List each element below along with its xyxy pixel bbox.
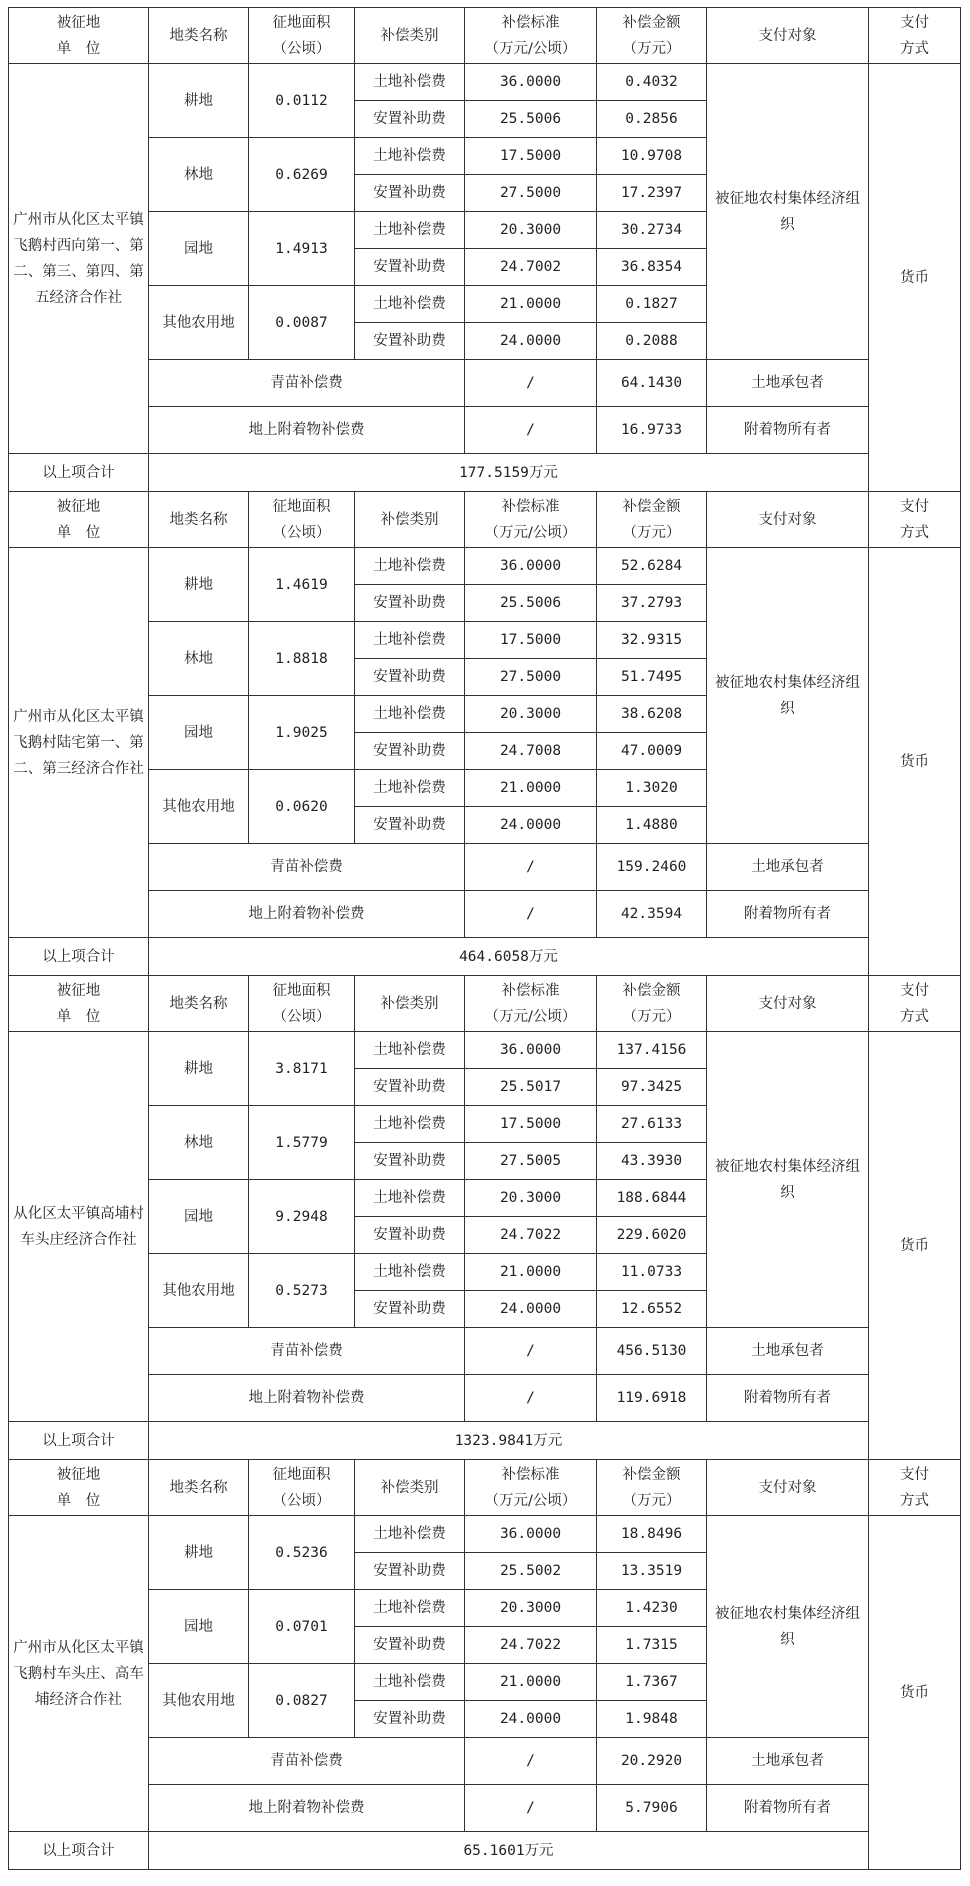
header-payment: 支付 方式 (869, 976, 961, 1032)
header-row (9, 1460, 961, 1516)
total-row (9, 454, 961, 492)
compensation-amount: 43.3930 (597, 1143, 707, 1180)
compensation-amount: 27.6133 (597, 1106, 707, 1143)
compensation-type: 安置补助费 (355, 1627, 465, 1664)
land-type-name: 园地 (149, 212, 249, 286)
compensation-type: 土地补偿费 (355, 1664, 465, 1701)
header-comp-type: 补偿类别 (355, 492, 465, 548)
header-amount: 补偿金额 （万元） (597, 1460, 707, 1516)
land-type-name: 耕地 (149, 64, 249, 138)
compensation-amount: 37.2793 (597, 585, 707, 622)
total-amount: 1323.9841万元 (149, 1422, 869, 1460)
total-row (9, 1422, 961, 1460)
table-row (9, 1032, 961, 1069)
land-type-name: 耕地 (149, 1516, 249, 1590)
compensation-type: 安置补助费 (355, 1553, 465, 1590)
land-type-name: 园地 (149, 696, 249, 770)
table-row (9, 1516, 961, 1553)
compensation-type: 安置补助费 (355, 733, 465, 770)
compensation-standard: 21.0000 (465, 1254, 597, 1291)
total-label: 以上项合计 (9, 1422, 149, 1460)
fee-label: 青苗补偿费 (149, 1328, 465, 1375)
header-unit: 被征地 单 位 (9, 492, 149, 548)
compensation-block-3 (8, 975, 961, 1460)
compensation-type: 安置补助费 (355, 807, 465, 844)
land-type-name: 林地 (149, 1106, 249, 1180)
land-type-name: 林地 (149, 622, 249, 696)
fee-standard: / (465, 1375, 597, 1422)
header-standard: 补偿标准 （万元/公顷） (465, 492, 597, 548)
compensation-type: 安置补助费 (355, 1143, 465, 1180)
header-land-type: 地类名称 (149, 8, 249, 64)
compensation-standard: 27.5000 (465, 659, 597, 696)
fee-label: 青苗补偿费 (149, 360, 465, 407)
compensation-type: 安置补助费 (355, 249, 465, 286)
compensation-type: 安置补助费 (355, 1217, 465, 1254)
compensation-standard: 36.0000 (465, 64, 597, 101)
compensation-standard: 24.0000 (465, 323, 597, 360)
compensation-standard: 21.0000 (465, 770, 597, 807)
unit-name: 广州市从化区太平镇飞鹅村西向第一、第二、第三、第四、第五经济合作社 (9, 64, 149, 454)
fee-standard: / (465, 360, 597, 407)
compensation-type: 土地补偿费 (355, 1254, 465, 1291)
compensation-block-4 (8, 1459, 961, 1870)
fee-standard: / (465, 1738, 597, 1785)
compensation-type: 土地补偿费 (355, 548, 465, 585)
unit-name: 广州市从化区太平镇飞鹅村车头庄、高车埔经济合作社 (9, 1516, 149, 1832)
fee-amount: 5.7906 (597, 1785, 707, 1832)
land-type-name: 园地 (149, 1180, 249, 1254)
land-area: 0.0112 (249, 64, 355, 138)
fee-label: 地上附着物补偿费 (149, 891, 465, 938)
header-unit: 被征地 单 位 (9, 976, 149, 1032)
land-area: 1.9025 (249, 696, 355, 770)
fee-payee: 土地承包者 (707, 1738, 869, 1785)
payee-collective: 被征地农村集体经济组织 (707, 548, 869, 844)
compensation-type: 土地补偿费 (355, 1180, 465, 1217)
compensation-amount: 32.9315 (597, 622, 707, 659)
compensation-amount: 30.2734 (597, 212, 707, 249)
compensation-type: 土地补偿费 (355, 696, 465, 733)
compensation-type: 安置补助费 (355, 659, 465, 696)
compensation-type: 安置补助费 (355, 101, 465, 138)
header-unit: 被征地 单 位 (9, 8, 149, 64)
fee-payee: 土地承包者 (707, 1328, 869, 1375)
compensation-amount: 0.4032 (597, 64, 707, 101)
land-type-name: 耕地 (149, 548, 249, 622)
fee-payee: 附着物所有者 (707, 407, 869, 454)
compensation-standard: 17.5000 (465, 138, 597, 175)
compensation-standard: 24.7022 (465, 1627, 597, 1664)
compensation-amount: 229.6020 (597, 1217, 707, 1254)
payment-method: 货币 (869, 1032, 961, 1460)
land-type-name: 其他农用地 (149, 1664, 249, 1738)
table-row (9, 64, 961, 101)
fee-standard: / (465, 407, 597, 454)
compensation-amount: 17.2397 (597, 175, 707, 212)
compensation-type: 土地补偿费 (355, 138, 465, 175)
compensation-amount: 10.9708 (597, 138, 707, 175)
header-land-type: 地类名称 (149, 1460, 249, 1516)
total-amount: 65.1601万元 (149, 1832, 869, 1870)
fee-amount: 42.3594 (597, 891, 707, 938)
land-type-name: 园地 (149, 1590, 249, 1664)
fee-standard: / (465, 1785, 597, 1832)
header-amount: 补偿金额 （万元） (597, 492, 707, 548)
compensation-amount: 1.9848 (597, 1701, 707, 1738)
compensation-standard: 17.5000 (465, 622, 597, 659)
fee-standard: / (465, 844, 597, 891)
compensation-standard: 21.0000 (465, 286, 597, 323)
compensation-amount: 18.8496 (597, 1516, 707, 1553)
fee-amount: 456.5130 (597, 1328, 707, 1375)
fee-label: 地上附着物补偿费 (149, 407, 465, 454)
compensation-standard: 17.5000 (465, 1106, 597, 1143)
land-type-name: 其他农用地 (149, 1254, 249, 1328)
header-payment: 支付 方式 (869, 1460, 961, 1516)
compensation-type: 土地补偿费 (355, 1590, 465, 1627)
fee-label: 青苗补偿费 (149, 844, 465, 891)
compensation-amount: 0.1827 (597, 286, 707, 323)
land-area: 0.5273 (249, 1254, 355, 1328)
total-row (9, 1832, 961, 1870)
compensation-amount: 36.8354 (597, 249, 707, 286)
compensation-type: 安置补助费 (355, 1701, 465, 1738)
total-label: 以上项合计 (9, 454, 149, 492)
compensation-amount: 11.0733 (597, 1254, 707, 1291)
header-comp-type: 补偿类别 (355, 1460, 465, 1516)
land-area: 0.0620 (249, 770, 355, 844)
header-comp-type: 补偿类别 (355, 976, 465, 1032)
total-label: 以上项合计 (9, 1832, 149, 1870)
header-amount: 补偿金额 （万元） (597, 976, 707, 1032)
land-type-name: 耕地 (149, 1032, 249, 1106)
fee-label: 地上附着物补偿费 (149, 1375, 465, 1422)
total-row (9, 938, 961, 976)
header-row (9, 492, 961, 548)
land-area: 9.2948 (249, 1180, 355, 1254)
header-row (9, 8, 961, 64)
attachment-compensation-row (9, 1375, 961, 1422)
compensation-standard: 36.0000 (465, 1516, 597, 1553)
fee-amount: 16.9733 (597, 407, 707, 454)
compensation-amount: 38.6208 (597, 696, 707, 733)
fee-amount: 159.2460 (597, 844, 707, 891)
header-area: 征地面积 （公顷） (249, 8, 355, 64)
compensation-type: 安置补助费 (355, 175, 465, 212)
unit-name: 广州市从化区太平镇飞鹅村陆宅第一、第二、第三经济合作社 (9, 548, 149, 938)
land-area: 3.8171 (249, 1032, 355, 1106)
compensation-amount: 12.6552 (597, 1291, 707, 1328)
compensation-block-2 (8, 491, 961, 976)
header-payee: 支付对象 (707, 492, 869, 548)
compensation-standard: 24.7008 (465, 733, 597, 770)
header-land-type: 地类名称 (149, 976, 249, 1032)
fee-standard: / (465, 1328, 597, 1375)
attachment-compensation-row (9, 1785, 961, 1832)
compensation-standard: 20.3000 (465, 212, 597, 249)
land-type-name: 其他农用地 (149, 286, 249, 360)
header-area: 征地面积 （公顷） (249, 976, 355, 1032)
land-area: 1.4913 (249, 212, 355, 286)
fee-amount: 64.1430 (597, 360, 707, 407)
total-amount: 464.6058万元 (149, 938, 869, 976)
fee-amount: 119.6918 (597, 1375, 707, 1422)
header-amount: 补偿金额 （万元） (597, 8, 707, 64)
fee-payee: 土地承包者 (707, 844, 869, 891)
payment-method: 货币 (869, 548, 961, 976)
compensation-amount: 47.0009 (597, 733, 707, 770)
header-standard: 补偿标准 （万元/公顷） (465, 976, 597, 1032)
compensation-standard: 36.0000 (465, 548, 597, 585)
compensation-standard: 24.0000 (465, 807, 597, 844)
compensation-type: 土地补偿费 (355, 64, 465, 101)
compensation-standard: 25.5006 (465, 101, 597, 138)
payee-collective: 被征地农村集体经济组织 (707, 64, 869, 360)
compensation-standard: 24.7022 (465, 1217, 597, 1254)
compensation-block-1 (8, 7, 961, 492)
compensation-standard: 27.5000 (465, 175, 597, 212)
compensation-amount: 1.3020 (597, 770, 707, 807)
crop-compensation-row (9, 844, 961, 891)
fee-amount: 20.2920 (597, 1738, 707, 1785)
compensation-type: 土地补偿费 (355, 1516, 465, 1553)
fee-payee: 附着物所有者 (707, 1375, 869, 1422)
unit-name: 从化区太平镇高埔村车头庄经济合作社 (9, 1032, 149, 1422)
header-payment: 支付 方式 (869, 8, 961, 64)
compensation-standard: 27.5005 (465, 1143, 597, 1180)
compensation-tables (8, 7, 960, 1870)
compensation-amount: 1.7367 (597, 1664, 707, 1701)
fee-payee: 附着物所有者 (707, 891, 869, 938)
payee-collective: 被征地农村集体经济组织 (707, 1516, 869, 1738)
fee-label: 青苗补偿费 (149, 1738, 465, 1785)
compensation-standard: 24.0000 (465, 1701, 597, 1738)
compensation-type: 安置补助费 (355, 1069, 465, 1106)
compensation-amount: 0.2088 (597, 323, 707, 360)
payment-method: 货币 (869, 1516, 961, 1870)
header-land-type: 地类名称 (149, 492, 249, 548)
crop-compensation-row (9, 360, 961, 407)
compensation-standard: 20.3000 (465, 1180, 597, 1217)
compensation-standard: 24.0000 (465, 1291, 597, 1328)
land-area: 0.6269 (249, 138, 355, 212)
compensation-type: 土地补偿费 (355, 622, 465, 659)
compensation-amount: 13.3519 (597, 1553, 707, 1590)
land-area: 0.0087 (249, 286, 355, 360)
compensation-type: 土地补偿费 (355, 1106, 465, 1143)
land-area: 0.0827 (249, 1664, 355, 1738)
header-payment: 支付 方式 (869, 492, 961, 548)
compensation-type: 土地补偿费 (355, 1032, 465, 1069)
header-payee: 支付对象 (707, 8, 869, 64)
total-amount: 177.5159万元 (149, 454, 869, 492)
compensation-type: 土地补偿费 (355, 770, 465, 807)
compensation-amount: 188.6844 (597, 1180, 707, 1217)
compensation-standard: 25.5006 (465, 585, 597, 622)
crop-compensation-row (9, 1328, 961, 1375)
crop-compensation-row (9, 1738, 961, 1785)
compensation-amount: 97.3425 (597, 1069, 707, 1106)
compensation-type: 安置补助费 (355, 323, 465, 360)
header-payee: 支付对象 (707, 976, 869, 1032)
fee-standard: / (465, 891, 597, 938)
table-row (9, 548, 961, 585)
header-unit: 被征地 单 位 (9, 1460, 149, 1516)
compensation-standard: 36.0000 (465, 1032, 597, 1069)
compensation-amount: 52.6284 (597, 548, 707, 585)
header-area: 征地面积 （公顷） (249, 1460, 355, 1516)
payment-method: 货币 (869, 64, 961, 492)
compensation-standard: 20.3000 (465, 1590, 597, 1627)
compensation-standard: 25.5017 (465, 1069, 597, 1106)
compensation-amount: 1.7315 (597, 1627, 707, 1664)
land-type-name: 林地 (149, 138, 249, 212)
compensation-amount: 1.4880 (597, 807, 707, 844)
compensation-standard: 21.0000 (465, 1664, 597, 1701)
compensation-standard: 24.7002 (465, 249, 597, 286)
header-area: 征地面积 （公顷） (249, 492, 355, 548)
total-label: 以上项合计 (9, 938, 149, 976)
land-area: 1.4619 (249, 548, 355, 622)
header-payee: 支付对象 (707, 1460, 869, 1516)
land-type-name: 其他农用地 (149, 770, 249, 844)
compensation-type: 安置补助费 (355, 1291, 465, 1328)
compensation-amount: 137.4156 (597, 1032, 707, 1069)
fee-label: 地上附着物补偿费 (149, 1785, 465, 1832)
header-row (9, 976, 961, 1032)
compensation-type: 安置补助费 (355, 585, 465, 622)
attachment-compensation-row (9, 407, 961, 454)
land-area: 0.0701 (249, 1590, 355, 1664)
compensation-amount: 51.7495 (597, 659, 707, 696)
compensation-amount: 0.2856 (597, 101, 707, 138)
header-comp-type: 补偿类别 (355, 8, 465, 64)
compensation-standard: 20.3000 (465, 696, 597, 733)
header-standard: 补偿标准 （万元/公顷） (465, 8, 597, 64)
land-area: 1.5779 (249, 1106, 355, 1180)
attachment-compensation-row (9, 891, 961, 938)
land-area: 0.5236 (249, 1516, 355, 1590)
compensation-type: 土地补偿费 (355, 286, 465, 323)
fee-payee: 附着物所有者 (707, 1785, 869, 1832)
payee-collective: 被征地农村集体经济组织 (707, 1032, 869, 1328)
fee-payee: 土地承包者 (707, 360, 869, 407)
compensation-type: 土地补偿费 (355, 212, 465, 249)
header-standard: 补偿标准 （万元/公顷） (465, 1460, 597, 1516)
compensation-standard: 25.5002 (465, 1553, 597, 1590)
land-area: 1.8818 (249, 622, 355, 696)
compensation-amount: 1.4230 (597, 1590, 707, 1627)
